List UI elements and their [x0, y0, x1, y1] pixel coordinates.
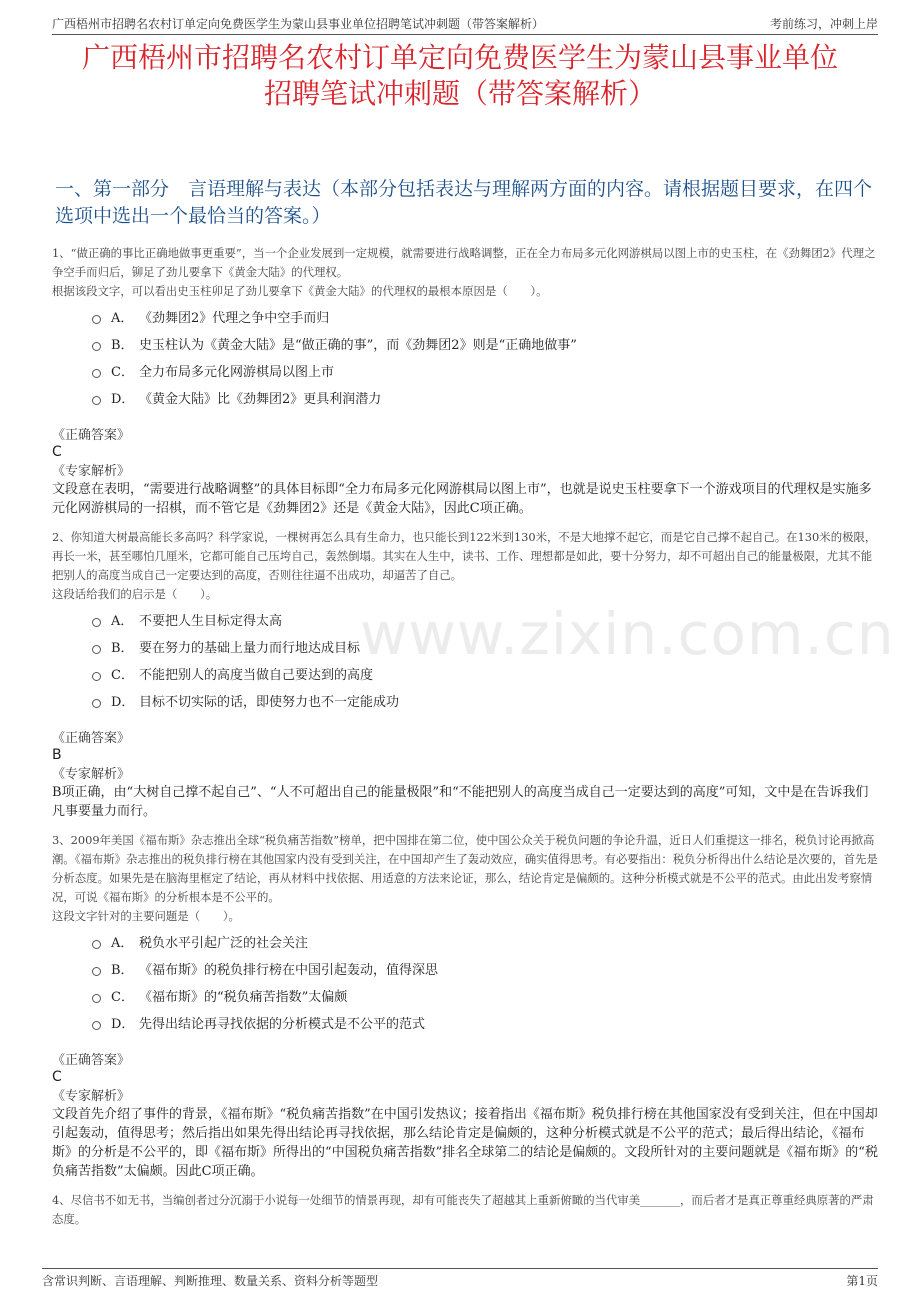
- option-text: 《劲舞团2》代理之争中空手而归: [139, 311, 330, 326]
- radio-icon[interactable]: [92, 699, 101, 708]
- option-c[interactable]: C． 全力布局多元化网游棋局以图上市: [92, 357, 878, 384]
- radio-icon[interactable]: [92, 618, 101, 627]
- analysis-text: 文段意在表明，“需要进行战略调整”的具体目标即“全力布局多元化网游棋局以图上市”，也就是说史玉柱要拿下一个游戏项目的代理权是实施多元化网游棋局的一招棋，而不管它是《劲舞团2》还是《黄金大陆》，因此C项正确。: [52, 482, 872, 516]
- radio-icon[interactable]: [92, 369, 101, 378]
- watermark: www.zixin.com.cn: [360, 600, 895, 668]
- analysis-text: B项正确，由“大树自己撑不起自己”、“人不可超出自己的能量极限”和“不能把别人的高度当成自己一定要达到的高度”可知，文中是在告诉我们凡事要量力而行。: [52, 785, 869, 819]
- radio-icon[interactable]: [92, 994, 101, 1003]
- header-doc-title: 广西梧州市招聘名农村订单定向免费医学生为蒙山县事业单位招聘笔试冲刺题（带答案解析）: [52, 17, 545, 31]
- question-3: [52, 831, 878, 1181]
- options: [92, 303, 878, 411]
- page-footer: [42, 1268, 878, 1289]
- answer-label: 《正确答案》: [52, 731, 131, 746]
- analysis-label: 《专家解析》: [52, 1089, 131, 1104]
- answer-label: 《正确答案》: [52, 1053, 131, 1068]
- question-text: 1、“做正确的事比正确地做事更重要”，当一个企业发展到一定规模，就需要进行战略调整，正在全力布局多元化网游棋局以图上市的史玉柱，在《劲舞团2》代理之争空手而归后，铆足了劲儿要拿下《黄金大陆》的代理权。: [52, 246, 876, 279]
- question-prompt: 根据该段文字，可以看出史玉柱卯足了劲儿要拿下《黄金大陆》的代理权的最根本原因是（ ）。: [52, 284, 548, 298]
- option-text: 《黄金大陆》比《劲舞团2》更具利润潜力: [139, 392, 382, 407]
- option-text: 目标不切实际的话，即使努力也不一定能成功: [139, 695, 400, 710]
- options: [92, 928, 878, 1036]
- question-text: 2、你知道大树最高能长多高吗？科学家说，一棵树再怎么具有生命力，也只能长到122米到130米，不是大地撑不起它，而是它自己撑不起自己。在130米的极限，再长一米，甚至哪怕几厘米，它都可能自己压垮自己，轰然倒塌。其实在人生中，读书、工作、理想都是如此，要十分努力，却不可超出自己的能量极限，尤其不能把别人的高度当成自己一定要达到的高度，否则往往逼不出成功，却逼苦了自己。: [52, 530, 877, 582]
- option-text: 税负水平引起广泛的社会关注: [139, 936, 309, 951]
- question-4: [52, 1191, 878, 1229]
- radio-icon[interactable]: [92, 940, 101, 949]
- section-heading: 一、第一部分 言语理解与表达（本部分包括表达与理解两方面的内容。请根据题目要求，在四个选项中选出一个最恰当的答案。）: [55, 178, 873, 227]
- answer-value: B: [52, 747, 62, 763]
- title-line-2: 招聘笔试冲刺题（带答案解析）: [263, 77, 656, 110]
- option-text: 要在努力的基础上量力而行地达成目标: [139, 641, 361, 656]
- question-text: 4、尽信书不如无书，当编创者过分沉溺于小说每一处细节的情景再现，却有可能丧失了超越其上重新俯瞰的当代审美_______，而后者才是真正尊重经典原著的严肃态度。: [52, 1193, 874, 1226]
- title-line-1: 广西梧州市招聘名农村订单定向免费医学生为蒙山县事业单位: [81, 41, 838, 74]
- analysis-label: 《专家解析》: [52, 464, 131, 479]
- option-a[interactable]: A． 《劲舞团2》代理之争中空手而归: [92, 303, 878, 330]
- option-d[interactable]: D． 《黄金大陆》比《劲舞团2》更具利润潜力: [92, 384, 878, 411]
- question-2: [52, 528, 878, 821]
- document-title: [40, 40, 880, 112]
- answer-value: C: [52, 1069, 62, 1085]
- option-b[interactable]: B． 史玉柱认为《黄金大陆》是“做正确的事”，而《劲舞团2》则是“正确地做事”: [92, 330, 878, 357]
- radio-icon[interactable]: [92, 645, 101, 654]
- radio-icon[interactable]: [92, 396, 101, 405]
- option-c[interactable]: C． 《福布斯》的“税负痛苦指数”太偏颇: [92, 982, 878, 1009]
- option-text: 不要把人生目标定得太高: [139, 614, 283, 629]
- option-text: 《福布斯》的“税负痛苦指数”太偏颇: [139, 990, 348, 1005]
- question-list: [52, 244, 878, 1229]
- analysis-label: 《专家解析》: [52, 767, 131, 782]
- radio-icon[interactable]: [92, 967, 101, 976]
- radio-icon[interactable]: [92, 342, 101, 351]
- answer-value: C: [52, 444, 62, 460]
- answer-label: 《正确答案》: [52, 428, 131, 443]
- footer-question-types: 含常识判断、言语理解、判断推理、数量关系、资料分析等题型: [42, 1274, 379, 1288]
- option-text: 史玉柱认为《黄金大陆》是“做正确的事”，而《劲舞团2》则是“正确地做事”: [139, 338, 577, 353]
- option-b[interactable]: B． 要在努力的基础上量力而行地达成目标: [92, 633, 878, 660]
- option-text: 《福布斯》的税负排行榜在中国引起轰动，值得深思: [139, 963, 439, 978]
- option-a[interactable]: A． 税负水平引起广泛的社会关注: [92, 928, 878, 955]
- option-text: 全力布局多元化网游棋局以图上市: [139, 365, 335, 380]
- options: [92, 606, 878, 714]
- radio-icon[interactable]: [92, 672, 101, 681]
- option-c[interactable]: C． 不能把别人的高度当做自己要达到的高度: [92, 660, 878, 687]
- question-1: [52, 244, 878, 518]
- radio-icon[interactable]: [92, 315, 101, 324]
- page-number: 第1页: [846, 1274, 878, 1288]
- option-text: 先得出结论再寻找依据的分析模式是不公平的范式: [139, 1017, 426, 1032]
- question-text: 3、2009年美国《福布斯》杂志推出全球“税负痛苦指数”榜单，把中国排在第二位，使中国公众关于税负问题的争论升温，近日人们重提这一排名，税负讨论再掀高潮。《福布斯》杂志推出的税负排行榜在其他国家内没有受到关注，在中国却产生了轰动效应，确实值得思考。有必要指出：税负分析得出什么结论是次要的，首先是分析态度。如果先是在脑海里框定了结论，再从材料中找依据、用适意的方法来论证，那么，结论肯定是偏颇的。这种分析模式就是不公平的范式。由此出发考察情况，可说《福布斯》的分析根本是不公平的。: [52, 833, 878, 904]
- question-prompt: 这段话给我们的启示是（ ）。: [52, 587, 218, 601]
- radio-icon[interactable]: [92, 1021, 101, 1030]
- option-text: 不能把别人的高度当做自己要达到的高度: [139, 668, 374, 683]
- question-prompt: 这段文字针对的主要问题是（ ）。: [52, 909, 240, 923]
- page-header: [52, 10, 878, 35]
- option-d[interactable]: D． 目标不切实际的话，即使努力也不一定能成功: [92, 687, 878, 714]
- option-d[interactable]: D． 先得出结论再寻找依据的分析模式是不公平的范式: [92, 1009, 878, 1036]
- header-slogan: 考前练习，冲刺上岸: [769, 17, 878, 31]
- analysis-text: 文段首先介绍了事件的背景，《福布斯》“税负痛苦指数”在中国引发热议；接着指出《福布斯》税负排行榜在其他国家没有受到关注，但在中国却引起轰动，值得思考；然后指出如果先得出结论再寻找依据，那么结论肯定是偏颇的，这种分析模式就是不公平的范式；最后得出结论，《福布斯》的分析是不公平的，即《福布斯》所得出的“中国税负痛苦指数”排名全球第二的结论是偏颇的。文段所针对的主要问题就是《福布斯》的“税负痛苦指数”太偏颇。因此C项正确。: [52, 1107, 878, 1179]
- option-b[interactable]: B． 《福布斯》的税负排行榜在中国引起轰动，值得深思: [92, 955, 878, 982]
- option-a[interactable]: A． 不要把人生目标定得太高: [92, 606, 878, 633]
